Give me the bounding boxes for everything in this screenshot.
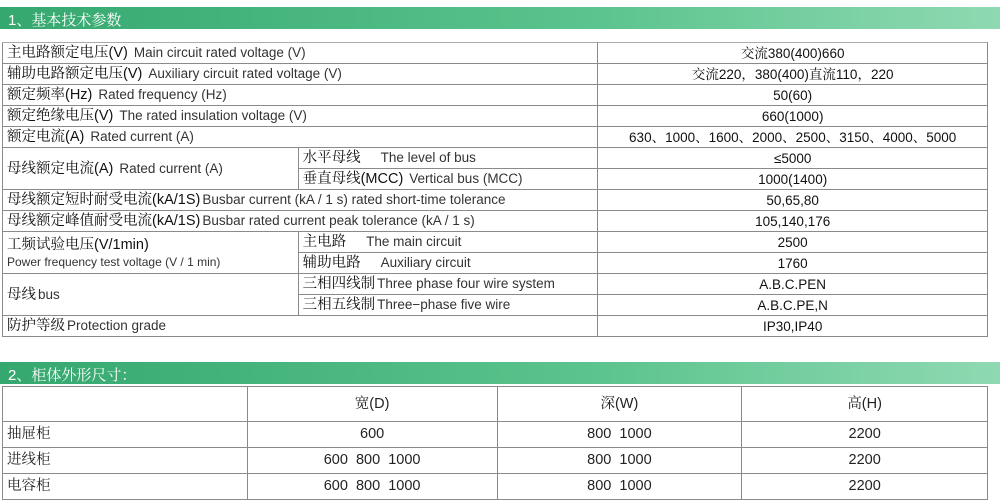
table-row <box>3 106 988 127</box>
param-label-en: Protection grade <box>67 318 167 333</box>
param-label-cn: 母线额定峰值耐受电流(kA/1S) <box>7 213 201 229</box>
param-label-cn: 额定绝缘电压(V) <box>7 108 114 124</box>
table-row <box>3 85 988 106</box>
table-row <box>3 127 988 148</box>
cabinet-width: 600 800 1000 <box>247 474 497 500</box>
param-value: 交流380(400)660 <box>598 43 988 64</box>
param-value: 50,65,80 <box>598 190 988 211</box>
table-header-row <box>3 387 988 422</box>
param-value: 2500 <box>598 232 988 253</box>
column-header-width: 宽(D) <box>247 387 497 422</box>
param-label-en: Busbar current (kA / 1 s) rated short-time tolerance <box>202 192 506 207</box>
param-value: ≤5000 <box>598 148 988 169</box>
sub-label-en: Three−phase five wire <box>377 297 511 312</box>
param-label-en: The rated insulation voltage (V) <box>119 108 307 123</box>
sub-label-en: The level of bus <box>380 150 476 165</box>
table-row <box>3 190 988 211</box>
param-value: 630、1000、1600、2000、2500、3150、4000、5000 <box>598 127 988 148</box>
param-value: 1760 <box>598 253 988 274</box>
table-row <box>3 474 988 500</box>
sub-label-cn: 三相四线制 <box>302 276 376 292</box>
dimensions-table <box>2 386 988 500</box>
table-row <box>3 316 988 337</box>
param-label-cn: 额定频率(Hz) <box>7 87 93 103</box>
param-value: A.B.C.PEN <box>598 274 988 295</box>
table-row <box>3 448 988 474</box>
param-value: 660(1000) <box>598 106 988 127</box>
param-label-cn: 主电路额定电压(V) <box>7 45 128 61</box>
param-label-en: Main circuit rated voltage (V) <box>133 45 306 60</box>
param-label-en: Power frequency test voltage (V / 1 min) <box>7 254 221 269</box>
param-label-cn: 防护等级 <box>7 318 65 334</box>
sub-label-en: Three phase four wire system <box>377 276 555 291</box>
section-title: 1、基本技术参数 <box>8 12 122 29</box>
sub-label-en: Vertical bus (MCC) <box>409 171 523 186</box>
param-label-en: Busbar rated current peak tolerance (kA / 1 s) <box>202 213 475 228</box>
param-label-en: Auxiliary circuit rated voltage (V) <box>148 66 342 81</box>
cabinet-height: 2200 <box>742 448 988 474</box>
param-value: A.B.C.PE,N <box>598 295 988 316</box>
param-label-cn: 工频试验电压(V/1min) <box>7 236 149 253</box>
sub-label-cn: 垂直母线(MCC) <box>302 171 404 187</box>
sub-label-en: The main circuit <box>366 234 462 249</box>
param-value: 50(60) <box>598 85 988 106</box>
column-header-depth: 深(W) <box>497 387 742 422</box>
table-row <box>3 422 988 448</box>
param-label-cn: 辅助电路额定电压(V) <box>7 66 143 82</box>
table-row <box>3 43 988 64</box>
section-header-basic-params <box>0 7 1000 29</box>
cabinet-depth: 800 1000 <box>497 474 742 500</box>
cabinet-height: 2200 <box>742 422 988 448</box>
cabinet-type: 抽屉柜 <box>3 422 248 448</box>
sub-label-cn: 辅助电路 <box>302 255 361 271</box>
param-label-en: Rated current (A) <box>119 160 223 176</box>
cabinet-depth: 800 1000 <box>497 422 742 448</box>
cabinet-width: 600 800 1000 <box>247 448 497 474</box>
param-label-en: Rated current (A) <box>90 129 194 144</box>
sub-label-cn: 主电路 <box>302 234 347 250</box>
param-label-cn: 母线额定电流(A) <box>7 160 114 177</box>
cabinet-height: 2200 <box>742 474 988 500</box>
param-value: 交流220，380(400)直流110，220 <box>598 64 988 85</box>
param-value: 1000(1400) <box>598 169 988 190</box>
param-label-en: bus <box>38 286 60 302</box>
param-label-en: Rated frequency (Hz) <box>98 87 227 102</box>
section-title: 2、柜体外形尺寸： <box>8 367 137 384</box>
param-value: IP30,IP40 <box>598 316 988 337</box>
table-row <box>3 148 988 169</box>
cabinet-type: 电容柜 <box>3 474 248 500</box>
table-row <box>3 232 988 253</box>
cabinet-width: 600 <box>247 422 497 448</box>
cabinet-type: 进线柜 <box>3 448 248 474</box>
sub-label-en: Auxiliary circuit <box>380 255 471 270</box>
param-value: 105,140,176 <box>598 211 988 232</box>
sub-label-cn: 三相五线制 <box>302 297 376 313</box>
basic-params-table <box>2 42 988 337</box>
param-label-cn: 母线额定短时耐受电流(kA/1S) <box>7 192 201 208</box>
cabinet-depth: 800 1000 <box>497 448 742 474</box>
section-header-dimensions <box>0 362 1000 384</box>
sub-label-cn: 水平母线 <box>302 150 361 166</box>
table-row <box>3 211 988 232</box>
column-header-height: 高(H) <box>742 387 988 422</box>
column-header <box>3 387 248 422</box>
param-label-cn: 母线 <box>7 286 36 303</box>
table-row <box>3 64 988 85</box>
table-row <box>3 274 988 295</box>
param-label-cn: 额定电流(A) <box>7 129 85 145</box>
